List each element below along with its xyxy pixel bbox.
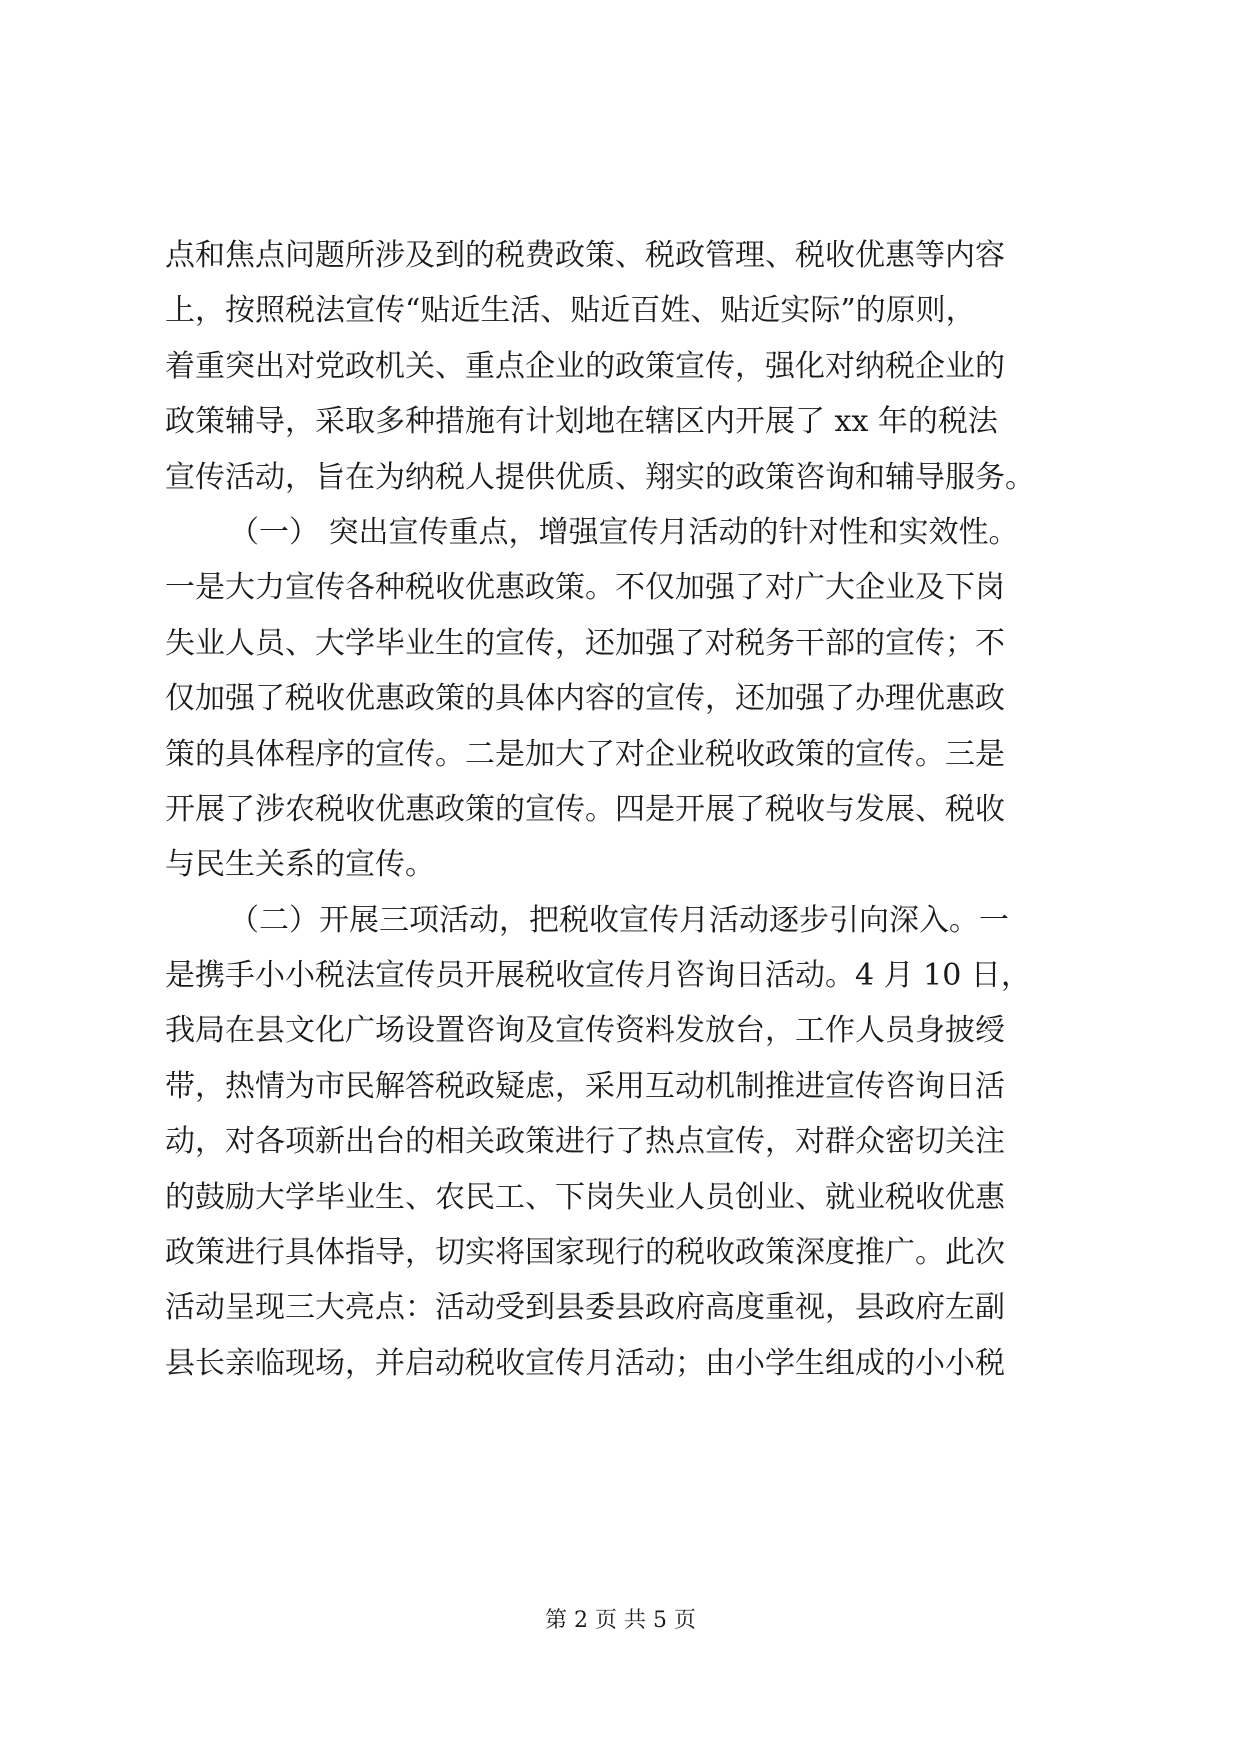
text-line: 政策进行具体指导，切实将国家现行的税收政策深度推广。此次 bbox=[165, 1235, 1005, 1271]
paragraph-heading-line: （一） 突出宣传重点，增强宣传月活动的针对性和实效性。 bbox=[229, 514, 1019, 550]
text-line: 失业人员、大学毕业生的宣传，还加强了对税务干部的宣传；不 bbox=[165, 625, 1005, 661]
text-line: 着重突出对党政机关、重点企业的政策宣传，强化对纳税企业的 bbox=[165, 348, 1005, 384]
text-line: 仅加强了税收优惠政策的具体内容的宣传，还加强了办理优惠政 bbox=[165, 681, 1005, 717]
paragraph-heading-line: （二）开展三项活动，把税收宣传月活动逐步引向深入。一 bbox=[229, 902, 1009, 938]
text-line: 宣传活动，旨在为纳税人提供优质、翔实的政策咨询和辅导服务。 bbox=[165, 459, 1035, 495]
text-line: 带，热情为市民解答税政疑虑，采用互动机制推进宣传咨询日活 bbox=[165, 1068, 1005, 1104]
text-line: 是携手小小税法宣传员开展税收宣传月咨询日活动。4 月 10 日， bbox=[165, 958, 1031, 994]
text-line: 动，对各项新出台的相关政策进行了热点宣传，对群众密切关注 bbox=[165, 1124, 1005, 1160]
text-line: 点和焦点问题所涉及到的税费政策、税政管理、税收优惠等内容 bbox=[165, 238, 1005, 273]
text-line: 策的具体程序的宣传。二是加大了对企业税收政策的宣传。三是 bbox=[165, 736, 1005, 772]
text-line: 上，按照税法宣传“贴近生活、贴近百姓、贴近实际”的原则， bbox=[165, 293, 976, 329]
text-line: 政策辅导，采取多种措施有计划地在辖区内开展了 xx 年的税法 bbox=[165, 404, 998, 440]
page-number-footer: 第 2 页 共 5 页 bbox=[545, 1608, 696, 1633]
text-line: 活动呈现三大亮点：活动受到县委县政府高度重视，县政府左副 bbox=[165, 1290, 1005, 1326]
text-line: 一是大力宣传各种税收优惠政策。不仅加强了对广大企业及下岗 bbox=[165, 570, 1005, 606]
body-text bbox=[165, 228, 1085, 1391]
text-line: 与民生关系的宣传。 bbox=[165, 847, 435, 883]
text-line: 的鼓励大学毕业生、农民工、下岗失业人员创业、就业税收优惠 bbox=[165, 1179, 1005, 1215]
text-line: 开展了涉农税收优惠政策的宣传。四是开展了税收与发展、税收 bbox=[165, 791, 1005, 827]
text-line: 我局在县文化广场设置咨询及宣传资料发放台，工作人员身披绶 bbox=[165, 1013, 1005, 1049]
text-line: 县长亲临现场，并启动税收宣传月活动；由小学生组成的小小税 bbox=[165, 1345, 1005, 1381]
